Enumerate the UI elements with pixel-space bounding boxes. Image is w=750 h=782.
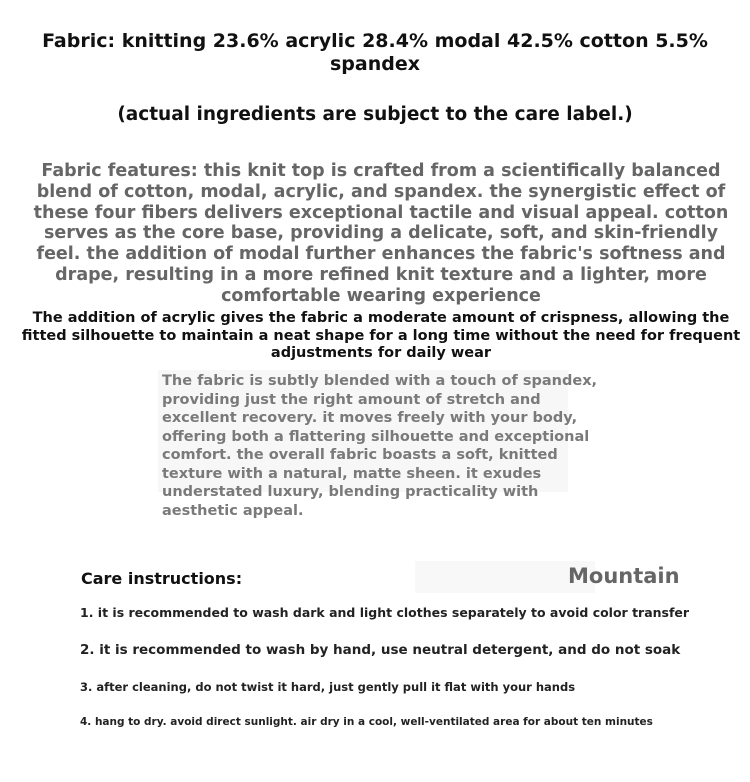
acrylic-paragraph: The addition of acrylic gives the fabric a moderate amount of crispness, allowing the fitted silhouette to maintain a neat shape for a long time without the need for frequent adjustments for daily wear [21, 310, 741, 361]
care-item: 3. after cleaning, do not twist it hard, just gently pull it flat with your hands [80, 680, 576, 694]
care-item: 2. it is recommended to wash by hand, use neutral detergent, and do not soak [80, 642, 681, 658]
care-label-note: (actual ingredients are subject to the care label.) [117, 104, 633, 125]
brand-name: Mountain [568, 564, 680, 588]
care-item: 4. hang to dry. avoid direct sunlight. air dry in a cool, well-ventilated area for about ten minutes [80, 716, 653, 728]
spandex-paragraph: The fabric is subtly blended with a touch of spandex, providing just the right amount of stretch and excellent recovery. it moves freely with your body, offering both a flattering silhouette and exceptional comfort. the overall fabric boasts a soft, knitted texture with a natural, matte sheen. it exudes understated luxury, blending practicality with aesthetic appeal. [162, 373, 598, 519]
care-item: 1. it is recommended to wash dark and light clothes separately to avoid color transfer [80, 605, 690, 620]
care-instructions-title: Care instructions: [81, 569, 243, 588]
fabric-composition: Fabric: knitting 23.6% acrylic 28.4% modal 42.5% cotton 5.5% spandex [42, 30, 708, 75]
fabric-features-paragraph: Fabric features: this knit top is crafted from a scientifically balanced blend of cotton, modal, acrylic, and spandex. the synergistic effect of these four fibers delivers exceptional tactile and visual appeal. cotton serves as the core base, providing a delicate, soft, and skin-friendly feel. the addition of modal further enhances the fabric's softness and drape, resulting in a more refined knit texture and a lighter, more comfortable wearing experience [33, 161, 729, 306]
